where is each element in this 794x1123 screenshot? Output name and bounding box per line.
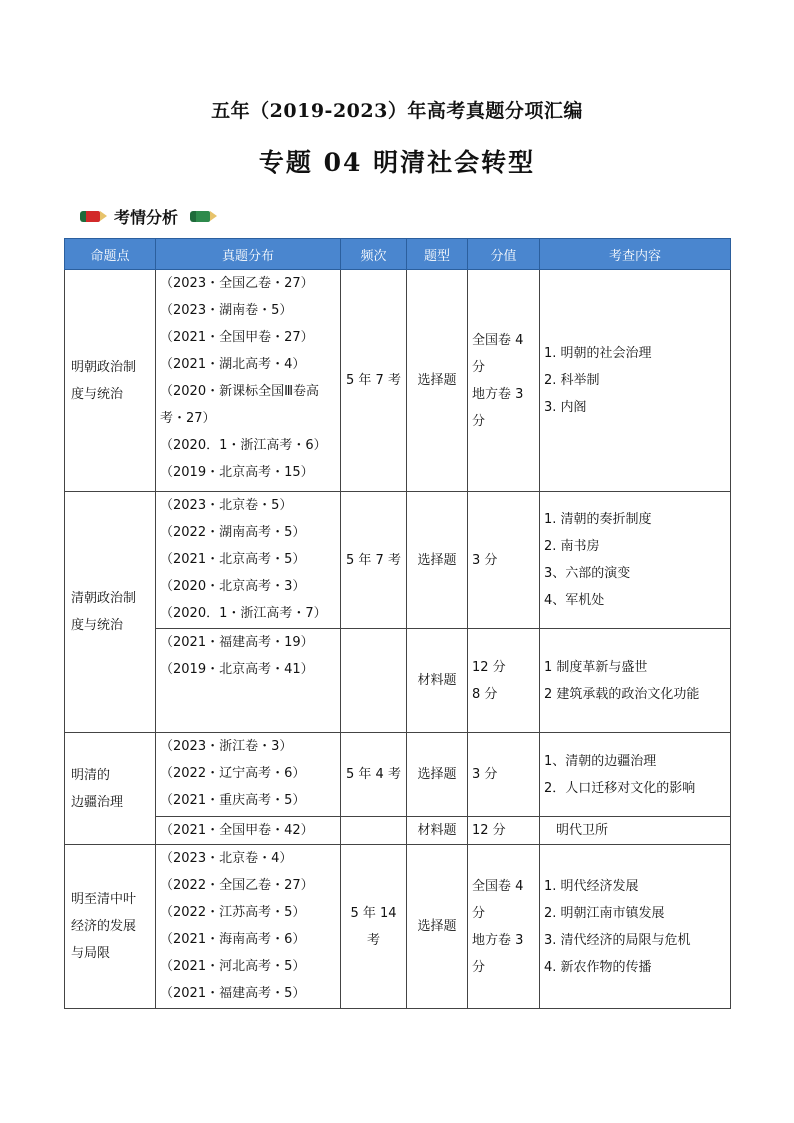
score-cell-line: 全国卷 4 [472,332,524,348]
table-body [65,270,731,1009]
table-header-cell: 题型 [407,239,468,270]
doc-title: 五年（2019-2023）年高考真题分项汇编 [211,100,583,122]
content-cell-line: 3、六部的演变 [544,566,631,581]
sources-cell-line: （2022・辽宁高考・6） [160,766,306,781]
topic-cell-line: 明至清中叶 [71,892,137,907]
question-type-cell: 材料题 [407,817,468,845]
topic-cell-line: 明清的 [71,767,111,783]
content-cell-line: 1. 明代经济发展 [544,878,639,894]
frequency-cell [341,492,407,629]
content-cell [540,629,731,733]
sources-cell-line: （2023・湖南卷・5） [160,303,293,318]
score-cell-line: 分 [472,413,486,429]
question-type-cell: 材料题 [407,629,468,733]
content-cell [540,492,731,629]
content-cell [540,817,731,845]
content-cell-line: 2. 南书房 [544,539,600,554]
question-type-cell: 选择题 [407,845,468,1009]
sources-cell-line: （2021・北京高考・5） [160,552,306,567]
table-header-row [65,239,731,270]
sources-cell-line: （2021・福建高考・5） [160,986,306,1001]
sources-cell-line: （2022・全国乙卷・27） [160,878,314,893]
topic-cell-line: 度与统治 [71,386,124,402]
score-cell-line: 12 分 [472,659,506,675]
score-cell-line: 12 分 [472,823,506,838]
table-row [65,492,731,629]
pencil-green-icon [190,211,216,222]
sources-cell-line: （2021・湖北高考・4） [160,357,306,372]
topic-cell-line: 与局限 [71,946,111,961]
score-cell-line: 地方卷 3 [472,932,524,948]
content-cell-line: 1、清朝的边疆治理 [544,753,657,769]
content-cell-line: 2．人口迁移对文化的影响 [544,780,696,796]
topic-cell [65,845,156,1009]
content-cell [540,270,731,492]
score-cell [468,492,540,629]
sources-cell [156,492,341,629]
content-cell-line: 4、军机处 [544,593,605,608]
doc-subtitle: 专题 04 明清社会转型 [258,148,536,177]
frequency-cell-line: 5 年 7 考 [346,552,401,568]
table-row [65,629,731,733]
question-type-cell: 选择题 [407,270,468,492]
score-cell-line: 3 分 [472,552,498,568]
sources-cell-line: （2020・新课标全国Ⅲ卷高考・27） [160,384,320,426]
table-header-cell: 频次 [341,239,407,270]
score-cell-line: 分 [472,359,486,375]
pencil-red-icon [80,211,106,222]
table-header-cell: 命题点 [65,239,156,270]
sources-cell-line: （2020・北京高考・3） [160,579,306,594]
score-cell [468,629,540,733]
content-cell-line: 3. 内阁 [544,400,587,415]
table-header-cell: 分值 [468,239,540,270]
content-cell-line: 2. 科举制 [544,373,600,388]
topic-cell-line: 明朝政治制 [71,359,137,375]
sources-cell [156,845,341,1009]
content-cell-line: 4. 新农作物的传播 [544,959,652,975]
content-cell-line: 2. 明朝江南市镇发展 [544,905,665,921]
table-header-cell: 考查内容 [540,239,731,270]
content-cell [540,845,731,1009]
section-heading [80,205,216,227]
score-cell-line: 8 分 [472,686,498,702]
frequency-cell-line: 考 [366,932,380,948]
sources-cell-line: （2021・海南高考・6） [160,932,306,947]
topic-cell [65,492,156,733]
sources-cell [156,817,341,845]
table-header-cell: 真题分布 [156,239,341,270]
sources-cell-line: （2021・全国甲卷・42） [160,823,314,838]
frequency-cell-line: 5 年 14 [350,905,397,921]
sources-cell-line: （2019・北京高考・15） [160,465,314,480]
frequency-cell [341,270,407,492]
score-cell-line: 全国卷 4 [472,878,524,894]
topic-cell [65,733,156,845]
sources-cell [156,270,341,492]
question-type-cell: 选择题 [407,492,468,629]
frequency-cell [341,845,407,1009]
table-row [65,845,731,1009]
content-cell-line: 2 建筑承载的政治文化功能 [544,686,700,702]
table-row [65,733,731,817]
score-cell [468,845,540,1009]
frequency-cell-line: 5 年 4 考 [346,767,401,782]
content-cell [540,733,731,817]
sources-cell [156,733,341,817]
content-cell-line: 1. 明朝的社会治理 [544,346,652,361]
content-cell-line: 3. 清代经济的局限与危机 [544,932,691,948]
score-cell [468,270,540,492]
sources-cell-line: （2021・河北高考・5） [160,959,306,974]
section-label: 考情分析 [114,207,179,227]
sources-cell-line: （2019・北京高考・41） [160,662,314,677]
score-cell-line: 地方卷 3 [472,386,524,402]
sources-cell-line: （2023・北京卷・5） [160,498,293,513]
score-cell [468,817,540,845]
content-cell-line: 明代卫所 [556,823,609,838]
sources-cell-line: （2021・福建高考・19） [160,635,314,650]
sources-cell-line: （2023・浙江卷・3） [160,739,293,754]
sources-cell-line: （2020．1・浙江高考・6） [160,438,327,453]
table-row [65,817,731,845]
content-cell-line: 1 制度革新与盛世 [544,659,648,675]
sources-cell-line: （2022・湖南高考・5） [160,525,306,540]
sources-cell-line: （2022・江苏高考・5） [160,905,306,920]
topic-cell-line: 边疆治理 [71,794,124,810]
sources-cell-line: （2021・重庆高考・5） [160,793,306,808]
frequency-cell [341,629,407,733]
score-cell [468,733,540,817]
sources-cell-line: （2023・全国乙卷・27） [160,276,314,291]
score-cell-line: 分 [472,959,486,975]
sources-cell-line: （2020．1・浙江高考・7） [160,606,327,621]
content-cell-line: 1. 清朝的奏折制度 [544,512,652,527]
exam-analysis-table [64,238,731,1009]
table-row [65,270,731,492]
topic-cell-line: 清朝政治制 [71,591,137,606]
frequency-cell [341,733,407,817]
score-cell-line: 3 分 [472,767,498,782]
topic-cell-line: 经济的发展 [71,919,137,934]
question-type-cell: 选择题 [407,733,468,817]
topic-cell-line: 度与统治 [71,618,124,633]
topic-cell [65,270,156,492]
score-cell-line: 分 [472,905,486,921]
frequency-cell [341,817,407,845]
sources-cell-line: （2021・全国甲卷・27） [160,330,314,345]
frequency-cell-line: 5 年 7 考 [346,373,401,388]
sources-cell [156,629,341,733]
sources-cell-line: （2023・北京卷・4） [160,851,293,866]
